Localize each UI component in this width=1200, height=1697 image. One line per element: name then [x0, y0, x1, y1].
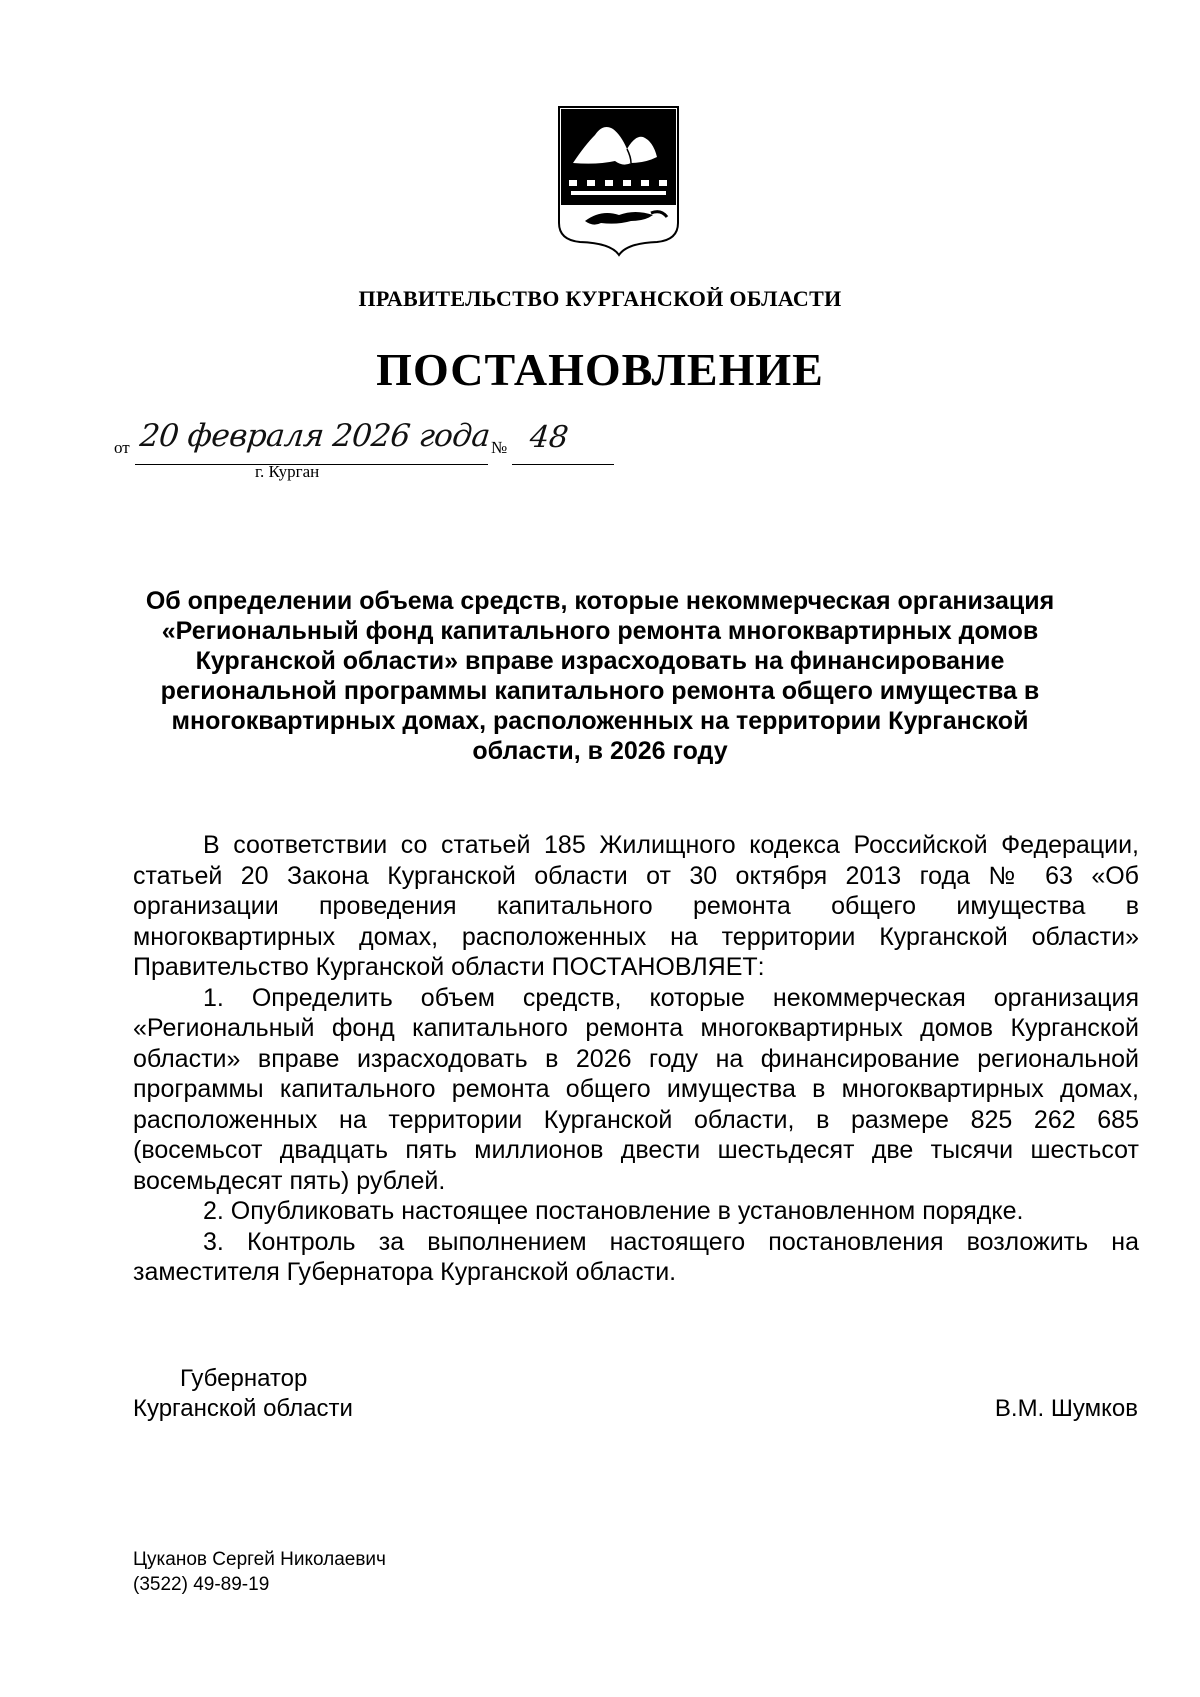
city: г. Курган — [255, 462, 320, 481]
item-3: 3. Контроль за выполнением настоящего постановления возложить на заместителя Губернатора Курганской области. — [133, 1227, 1139, 1286]
item-1: 1. Определить объем средств, которые некоммерческая организация «Региональный фонд капитального ремонта многоквартирных домов Курганской области» вправе израсходовать в 2026 году на финансирование региональной программы капитального ремонта общего имущества в многоквартирных домах, расположенных на территории Курганской области, в размере 825 262 685 (восемьсот двадцать пять миллионов двести шестьдесят две тысячи шестьсот восемьдесят пять) рублей. — [133, 983, 1139, 1195]
coat-of-arms-icon — [557, 105, 680, 257]
contact-phone: (3522) 49-89-19 — [133, 1574, 270, 1595]
document-body — [133, 830, 1139, 1288]
number-label: № — [491, 438, 508, 457]
date-number-line — [0, 418, 1200, 498]
document-title: Об определении объема средств, которые некоммерческая организация «Региональный фонд капитального ремонта многоквартирных домов Курганской области» вправе израсходовать на финансирование региональной программы капитального ремонта общего имущества в многоквартирных домах, расположенных на территории Курганской области, в 2026 году — [145, 587, 1055, 765]
government-name: ПРАВИТЕЛЬСТВО КУРГАНСКОЙ ОБЛАСТИ — [358, 286, 842, 311]
position-line-2: Курганской области — [133, 1395, 353, 1422]
from-label: от — [114, 438, 130, 457]
preamble: В соответствии со статьей 185 Жилищного кодекса Российской Федерации, статьей 20 Закона Курганской области от 30 октября 2013 года № 63 «Об организации проведения капитального ремонта общего имущества в многоквартирных домах, расположенных на территории Курганской области» Правительство Курганской области ПОСТАНОВЛЯЕТ: — [133, 831, 1139, 981]
handwritten-number: 48 — [528, 420, 571, 455]
number-underline — [512, 464, 614, 465]
contact-block — [133, 1547, 386, 1597]
signatory-position — [133, 1364, 353, 1424]
handwritten-date: 20 февраля 2026 года — [138, 418, 492, 454]
position-line-1: Губернатор — [180, 1365, 308, 1392]
document-type: ПОСТАНОВЛЕНИЕ — [376, 344, 824, 395]
item-2: 2. Опубликовать настоящее постановление в установленном порядке. — [203, 1197, 1024, 1225]
signatory-name: В.М. Шумков — [994, 1395, 1138, 1422]
contact-name: Цуканов Сергей Николаевич — [133, 1549, 386, 1570]
